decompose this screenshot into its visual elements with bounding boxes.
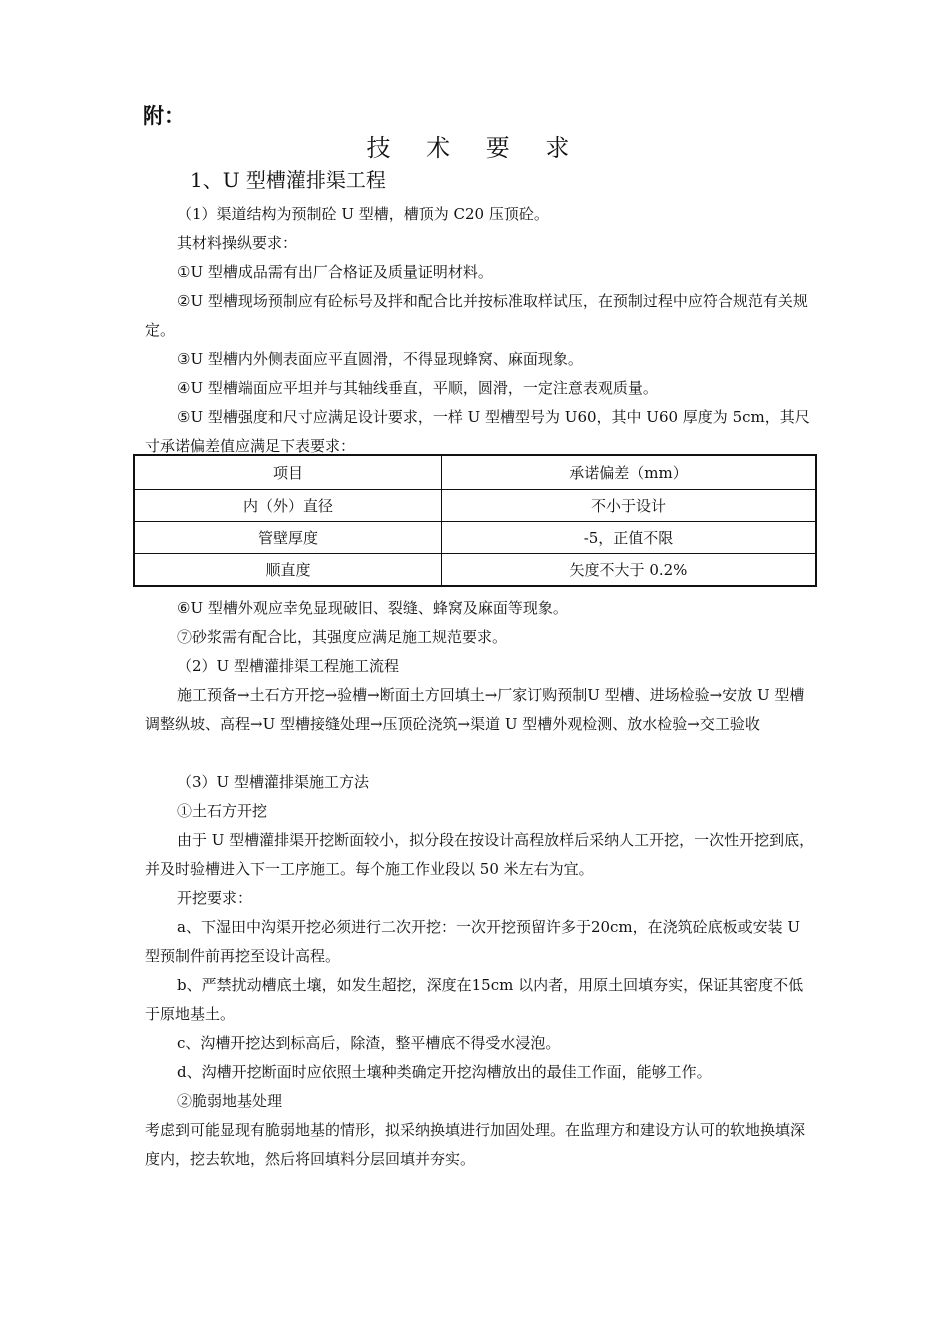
paragraph-item-2: ②U 型槽现场预制应有砼标号及拌和配合比并按标准取样试压，在预制过程中应符合规范有关规定。: [145, 292, 808, 339]
paragraph-req-a: a、下湿田中沟渠开挖必须进行二次开挖：一次开挖预留许多于20cm，在浇筑砼底板或安装 U 型预制件前再挖至设计高程。: [145, 918, 801, 965]
table-cell: -5，正值不限: [442, 522, 817, 554]
paragraph-material-intro: 其材料操纵要求：: [177, 234, 298, 252]
tolerance-table: [133, 454, 817, 587]
paragraph-process-heading: （2）U 型槽灌排渠工程施工流程: [177, 657, 399, 675]
table-row: [134, 554, 816, 587]
table-header-cell: 项目: [134, 455, 442, 490]
paragraph-method-heading: （3）U 型槽灌排渠施工方法: [177, 773, 369, 791]
page-title: 技 术 要 求: [366, 134, 584, 162]
paragraph-item-5: ⑤U 型槽强度和尺寸应满足设计要求，一样 U 型槽型号为 U60，其中 U60 厚度为 5cm，其尺寸承诺偏差值应满足下表要求：: [145, 408, 810, 455]
paragraph-item-7: ⑦砂浆需有配合比，其强度应满足施工规范要求。: [177, 628, 508, 646]
table-cell: 内（外）直径: [134, 490, 442, 522]
paragraph-soft-foundation-heading: ②脆弱地基处理: [177, 1092, 283, 1110]
paragraph-item-6: ⑥U 型槽外观应幸免显现破旧、裂缝、蜂窝及麻面等现象。: [177, 599, 568, 617]
paragraph-structure: （1）渠道结构为预制砼 U 型槽，槽顶为 C20 压顶砼。: [177, 205, 549, 223]
paragraph-item-4: ④U 型槽端面应平坦并与其轴线垂直，平顺，圆滑，一定注意表观质量。: [177, 379, 658, 397]
appendix-label: 附：: [143, 103, 185, 128]
paragraph-soft-foundation-text: 考虑到可能显现有脆弱地基的情形，拟采纳换填进行加固处理。在监理方和建设方认可的软地换填深度内，挖去软地，然后将回填料分层回填并夯实。: [145, 1121, 806, 1168]
paragraph-req-c: c、沟槽开挖达到标高后，除渣，整平槽底不得受水浸泡。: [177, 1034, 561, 1052]
paragraph-excavation-heading: ①土石方开挖: [177, 802, 268, 820]
table-header-cell: 承诺偏差（mm）: [442, 455, 817, 490]
table-row: [134, 490, 816, 522]
section-heading: 1、U 型槽灌排渠工程: [190, 168, 386, 192]
table-cell: 顺直度: [134, 554, 442, 587]
paragraph-excavation-req: 开挖要求：: [177, 889, 253, 907]
table-header-row: [134, 455, 816, 490]
paragraph-process-flow: 施工预备→土石方开挖→验槽→断面土方回填土→厂家订购预制U 型槽、进场检验→安放 U 型槽调整纵坡、高程→U 型槽接缝处理→压顶砼浇筑→渠道 U 型槽外观检测、放水检验→交工验收: [145, 686, 805, 733]
paragraph-item-1: ①U 型槽成品需有出厂合格证及质量证明材料。: [177, 263, 493, 281]
table-cell: 矢度不大于 0.2%: [442, 554, 817, 587]
table-row: [134, 522, 816, 554]
table-cell: 不小于设计: [442, 490, 817, 522]
paragraph-req-b: b、严禁扰动槽底土壤，如发生超挖，深度在15cm 以内者，用原土回填夯实，保证其密度不低于原地基土。: [145, 976, 804, 1023]
paragraph-excavation-text: 由于 U 型槽灌排渠开挖断面较小，拟分段在按设计高程放样后采纳人工开挖，一次性开挖到底，并及时验槽进入下一工序施工。每个施工作业段以 50 米左右为宜。: [145, 831, 815, 878]
table-cell: 管壁厚度: [134, 522, 442, 554]
paragraph-req-d: d、沟槽开挖断面时应依照土壤种类确定开挖沟槽放出的最佳工作面，能够工作。: [177, 1063, 712, 1081]
paragraph-item-3: ③U 型槽内外侧表面应平直圆滑，不得显现蜂窝、麻面现象。: [177, 350, 583, 368]
